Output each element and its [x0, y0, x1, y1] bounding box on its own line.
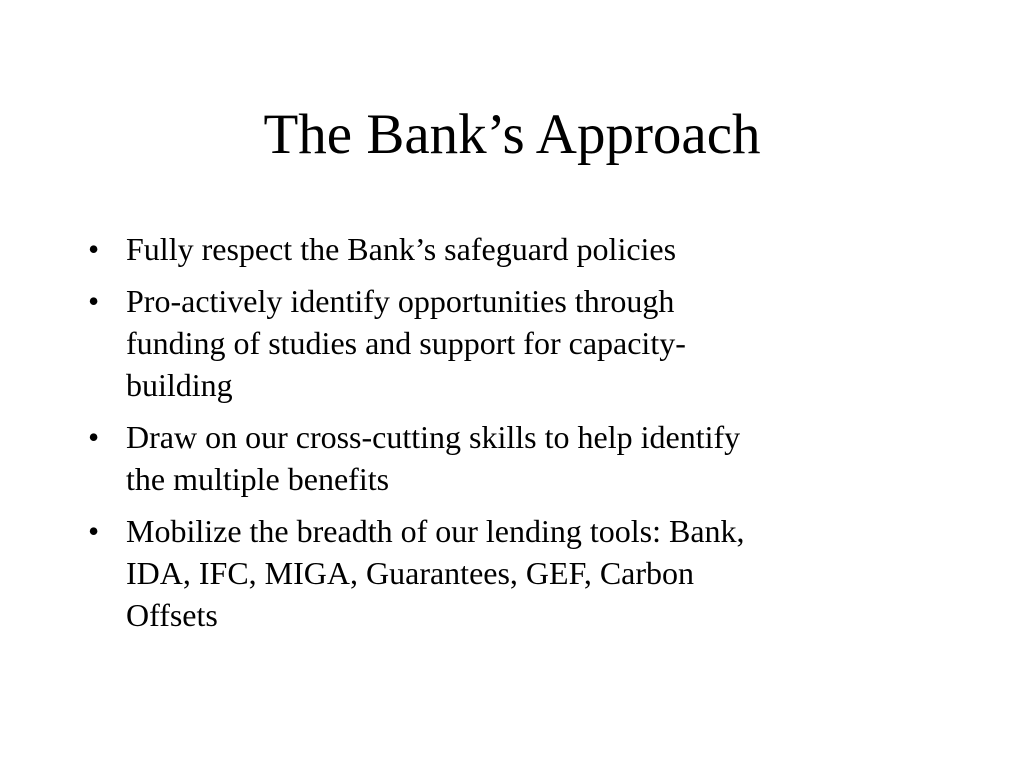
- list-item: [88, 280, 928, 406]
- bullet-text-safeguard-policies: Fully respect the Bank’s safeguard policies: [126, 231, 677, 267]
- bullet-text-cross-cutting-skills: Draw on our cross-cutting skills to help identify the multiple benefits: [126, 419, 741, 497]
- list-item: [88, 228, 928, 270]
- bullet-icon: •: [88, 283, 100, 319]
- bullet-text-identify-opportunities: Pro-actively identify opportunities through funding of studies and support for capacity- building: [126, 283, 686, 403]
- list-item: [88, 416, 928, 500]
- bullet-icon: •: [88, 419, 100, 455]
- slide-title: The Bank’s Approach: [263, 103, 761, 166]
- bullet-icon: •: [88, 231, 100, 267]
- list-item: [88, 510, 928, 636]
- bullet-icon: •: [88, 513, 100, 549]
- bullet-list: [88, 228, 928, 646]
- bullet-text-lending-tools: Mobilize the breadth of our lending tools: Bank, IDA, IFC, MIGA, Guarantees, GEF, Carbon Offsets: [126, 513, 745, 633]
